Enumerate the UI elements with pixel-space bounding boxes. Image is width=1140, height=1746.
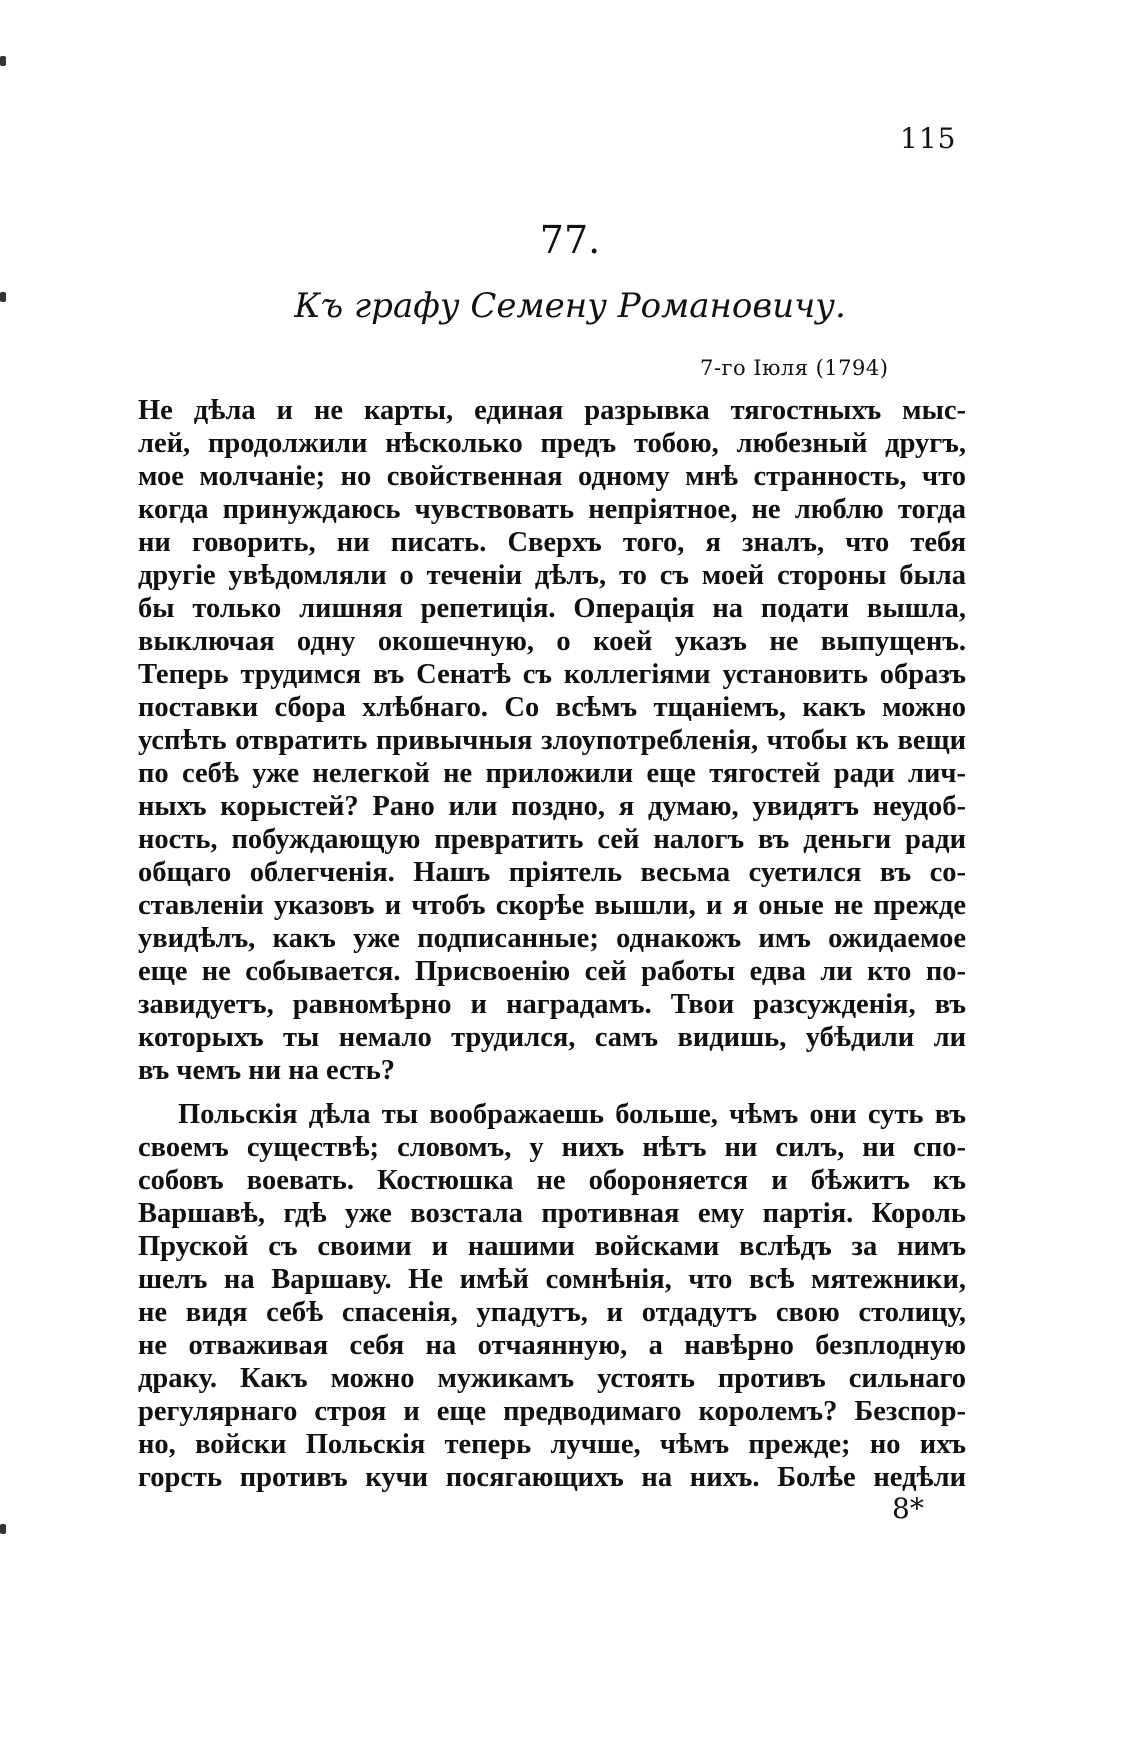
printer-signature-mark: 8* xyxy=(892,1492,924,1525)
body-line: не отваживая себя на отчаянную, а навѣрно безплодную xyxy=(138,1330,966,1361)
body-line: по себѣ уже нелегкой не приложили еще тягостей ради лич- xyxy=(138,758,966,789)
body-line: Польскія дѣла ты воображаешь больше, чѣмъ они суть въ xyxy=(178,1099,966,1130)
body-line: ныхъ корыстей? Рано или поздно, я думаю, увидятъ неудоб- xyxy=(138,791,966,822)
body-line: Теперь трудимся въ Сенатѣ съ коллегіями установить образъ xyxy=(138,659,966,690)
body-line: другіе увѣдомляли о теченіи дѣлъ, то съ моей стороны была xyxy=(138,560,966,591)
scan-edge-mark xyxy=(0,56,6,66)
body-line: драку. Какъ можно мужикамъ устоять противъ сильнаго xyxy=(138,1363,966,1394)
body-line: собовъ воевать. Костюшка не обороняется и бѣжитъ къ xyxy=(138,1165,966,1196)
body-line: въ чемъ ни на есть? xyxy=(138,1055,396,1086)
body-line: поставки сбора хлѣбнаго. Со всѣмъ тщаніемъ, какъ можно xyxy=(138,692,966,723)
body-line: но, войски Польскія теперь лучше, чѣмъ прежде; но ихъ xyxy=(138,1429,966,1460)
body-line: ни говорить, ни писать. Сверхъ того, я зналъ, что тебя xyxy=(138,527,966,558)
page-number: 115 xyxy=(900,122,957,155)
body-line: Варшавѣ, гдѣ уже возстала противная ему партія. Король xyxy=(138,1198,966,1229)
body-line: мое молчаніе; но свойственная одному мнѣ странность, что xyxy=(138,461,966,492)
body-line: шелъ на Варшаву. Не имѣй сомнѣнія, что всѣ мятежники, xyxy=(138,1264,966,1295)
body-line: выключая одну окошечную, о коей указъ не выпущенъ. xyxy=(138,626,966,657)
letter-date: 7-го Іюля (1794) xyxy=(700,356,889,380)
body-line: ставленіи указовъ и чтобъ скорѣе вышли, и я оные не прежде xyxy=(138,890,966,921)
letter-title: Къ графу Семену Романовичу. xyxy=(294,286,846,326)
body-line: Пруской съ своими и нашими войсками вслѣдъ за нимъ xyxy=(138,1231,966,1262)
body-line: лей, продолжили нѣсколько предъ тобою, любезный другъ, xyxy=(138,428,966,459)
body-line: регулярнаго строя и еще предводимаго королемъ? Безспор- xyxy=(138,1396,966,1427)
body-line: когда принуждаюсь чувствовать непріятное, не люблю тогда xyxy=(138,494,966,525)
body-line: еще не собывается. Присвоенію сей работы едва ли кто по- xyxy=(138,956,966,987)
body-line: успѣть отвратить привычныя злоупотребленія, чтобы къ вещи xyxy=(138,725,966,756)
body-line: общаго облегченія. Нашъ пріятель весьма суетился въ со- xyxy=(138,857,966,888)
body-line: завидуетъ, равномѣрно и наградамъ. Твои разсужденія, въ xyxy=(138,989,966,1020)
body-line: бы только лишняя репетиція. Операція на подати вышла, xyxy=(138,593,966,624)
body-line: увидѣлъ, какъ уже подписанные; однакожъ имъ ожидаемое xyxy=(138,923,966,954)
letter-number: 77. xyxy=(539,218,601,262)
body-line: Не дѣла и не карты, единая разрывка тягостныхъ мыс- xyxy=(138,395,966,426)
scan-edge-mark xyxy=(0,1524,6,1534)
body-line: горсть противъ кучи посягающихъ на нихъ. Болѣе недѣли xyxy=(138,1462,966,1493)
body-line: не видя себѣ спасенія, упадутъ, и отдадутъ свою столицу, xyxy=(138,1297,966,1328)
body-line: которыхъ ты немало трудился, самъ видишь, убѣдили ли xyxy=(138,1022,966,1053)
body-line: своемъ существѣ; словомъ, у нихъ нѣтъ ни силъ, ни спо- xyxy=(138,1132,966,1163)
body-line: ность, побуждающую превратить сей налогъ въ деньги ради xyxy=(138,824,966,855)
